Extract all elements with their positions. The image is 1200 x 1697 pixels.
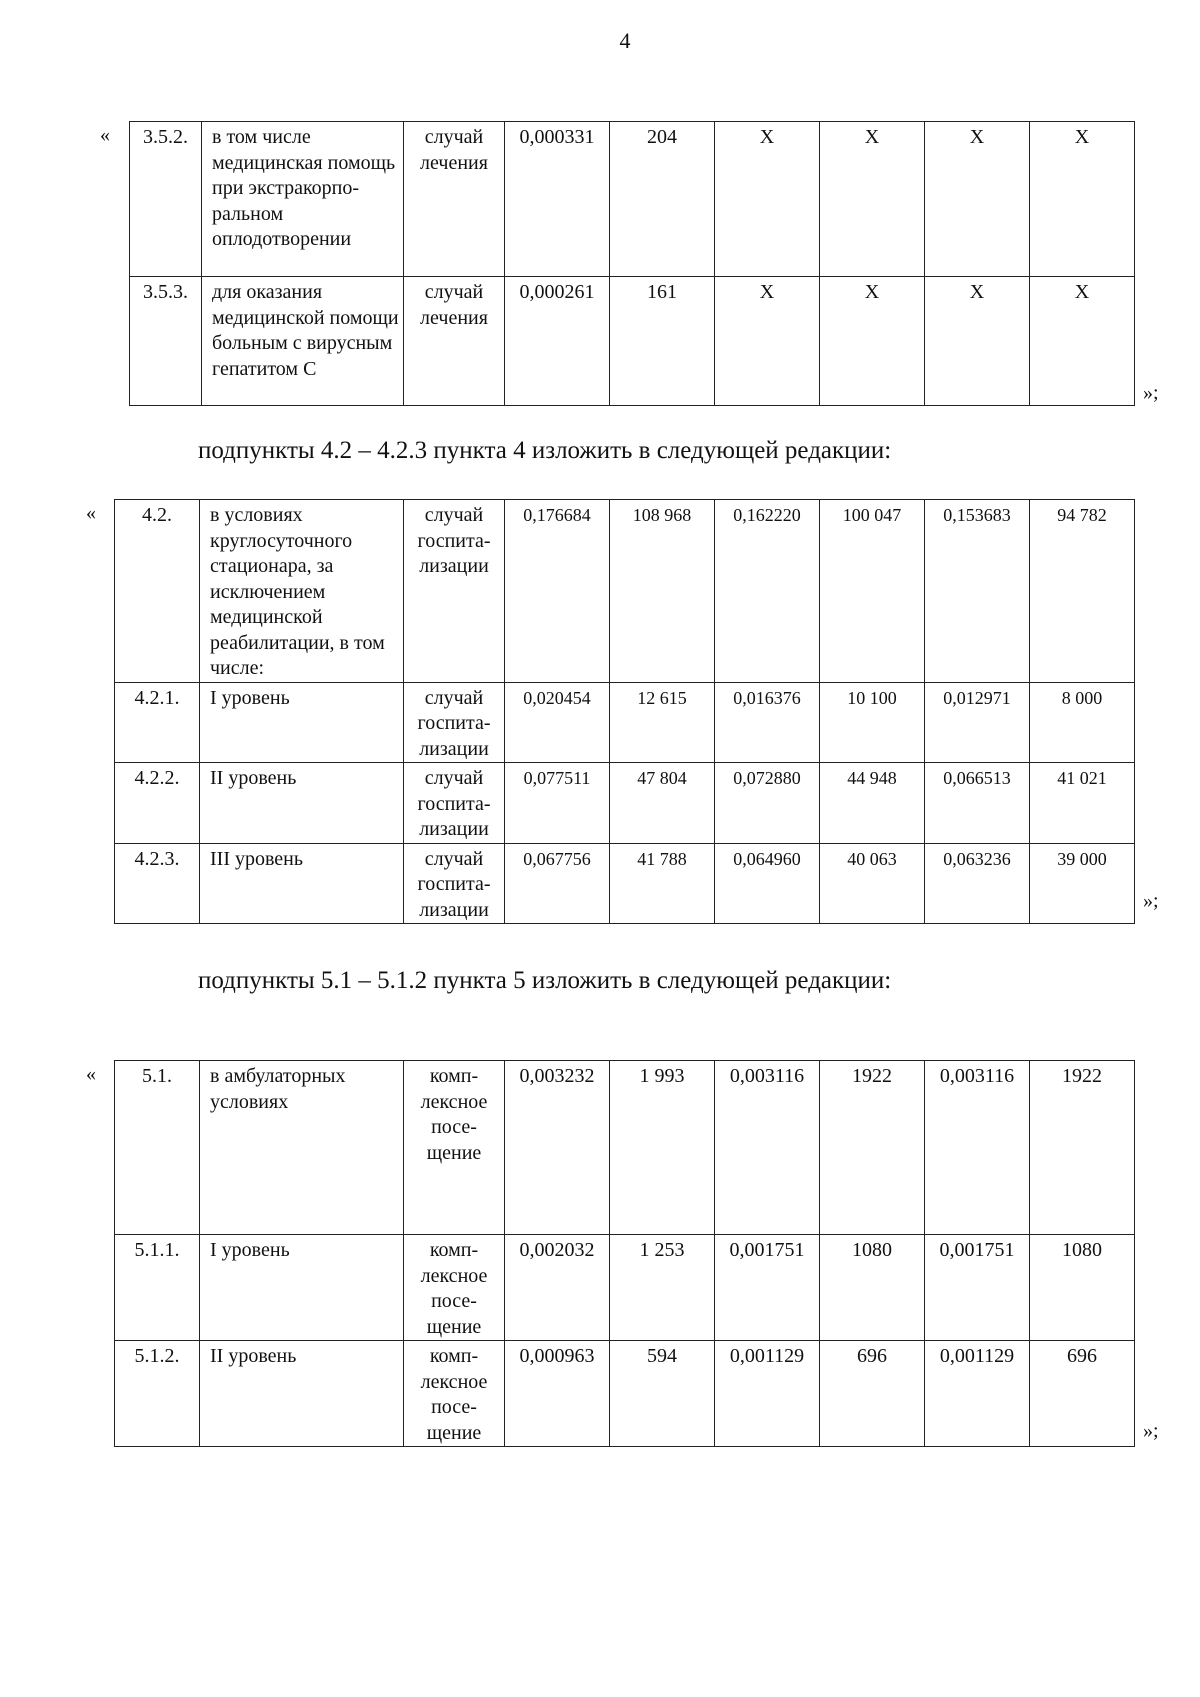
cell-value: 0,003232: [505, 1061, 610, 1235]
row-name: в амбулаторных условиях: [200, 1061, 404, 1235]
row-name: II уровень: [200, 1341, 404, 1447]
row-unit: случай госпита-лизации: [404, 500, 505, 683]
row-code: 4.2.: [115, 500, 200, 683]
row-code: 5.1.1.: [115, 1235, 200, 1341]
opening-quote: «: [86, 502, 96, 524]
cell-value: 1080: [820, 1235, 925, 1341]
table-row: [130, 277, 1135, 406]
cell-value: 0,067756: [505, 843, 610, 924]
cell-value: 1922: [1030, 1061, 1135, 1235]
cell-value: 47 804: [610, 763, 715, 844]
cell-value: 0,001129: [715, 1341, 820, 1447]
table-row: [115, 1061, 1135, 1235]
cell-value: 41 788: [610, 843, 715, 924]
table-row: [115, 1235, 1135, 1341]
cell-value: 0,064960: [715, 843, 820, 924]
cell-value: 696: [820, 1341, 925, 1447]
cell-value: 0,077511: [505, 763, 610, 844]
cell-value: 0,016376: [715, 682, 820, 763]
table-row: [115, 843, 1135, 924]
cell-value: 0,001751: [715, 1235, 820, 1341]
cell-value: Х: [715, 122, 820, 277]
cell-value: 0,153683: [925, 500, 1030, 683]
row-code: 5.1.: [115, 1061, 200, 1235]
table-5-1: [114, 1060, 1135, 1447]
row-code: 4.2.2.: [115, 763, 200, 844]
row-name: II уровень: [200, 763, 404, 844]
closing-quote: »;: [1143, 890, 1159, 912]
closing-quote: »;: [1143, 382, 1159, 404]
row-unit: случай госпита-лизации: [404, 843, 505, 924]
cell-value: 12 615: [610, 682, 715, 763]
closing-quote: »;: [1143, 1420, 1159, 1442]
cell-value: 0,176684: [505, 500, 610, 683]
cell-value: 41 021: [1030, 763, 1135, 844]
cell-value: 1 993: [610, 1061, 715, 1235]
cell-value: 1922: [820, 1061, 925, 1235]
table-row: [115, 763, 1135, 844]
table-row: [130, 122, 1135, 277]
row-name: III уровень: [200, 843, 404, 924]
cell-value: 40 063: [820, 843, 925, 924]
cell-value: 0,162220: [715, 500, 820, 683]
cell-value: 8 000: [1030, 682, 1135, 763]
row-name: I уровень: [200, 682, 404, 763]
row-code: 5.1.2.: [115, 1341, 200, 1447]
cell-value: 594: [610, 1341, 715, 1447]
opening-quote: «: [100, 124, 110, 146]
cell-value: 0,063236: [925, 843, 1030, 924]
cell-value: Х: [1030, 277, 1135, 406]
cell-value: 0,020454: [505, 682, 610, 763]
cell-value: 1 253: [610, 1235, 715, 1341]
cell-value: 161: [610, 277, 715, 406]
opening-quote: «: [86, 1063, 96, 1085]
cell-value: 0,003116: [715, 1061, 820, 1235]
cell-value: 696: [1030, 1341, 1135, 1447]
row-code: 3.5.3.: [130, 277, 202, 406]
cell-value: 0,000261: [505, 277, 610, 406]
table-4-2: [114, 499, 1135, 924]
row-unit: комп-лексное посе-щение: [404, 1341, 505, 1447]
cell-value: 204: [610, 122, 715, 277]
instruction-item-5: подпункты 5.1 – 5.1.2 пункта 5 изложить в следующей редакции:: [198, 967, 892, 994]
table-row: [115, 682, 1135, 763]
cell-value: 0,000331: [505, 122, 610, 277]
row-code: 3.5.2.: [130, 122, 202, 277]
row-unit: случай госпита-лизации: [404, 763, 505, 844]
cell-value: 0,002032: [505, 1235, 610, 1341]
cell-value: 44 948: [820, 763, 925, 844]
cell-value: 0,066513: [925, 763, 1030, 844]
cell-value: 0,072880: [715, 763, 820, 844]
cell-value: Х: [925, 277, 1030, 406]
row-code: 4.2.3.: [115, 843, 200, 924]
row-name: для оказания медицинской помощи больным с вирусным гепатитом С: [202, 277, 404, 406]
cell-value: 0,012971: [925, 682, 1030, 763]
page-number: 4: [619, 28, 631, 53]
row-name: в том числе медицинская помощь при экстракорпо-ральном оплодотворении: [202, 122, 404, 277]
row-unit: комп-лексное посе-щение: [404, 1061, 505, 1235]
row-unit: случай госпита-лизации: [404, 682, 505, 763]
cell-value: 0,000963: [505, 1341, 610, 1447]
row-unit: комп-лексное посе-щение: [404, 1235, 505, 1341]
row-code: 4.2.1.: [115, 682, 200, 763]
cell-value: 10 100: [820, 682, 925, 763]
cell-value: 108 968: [610, 500, 715, 683]
cell-value: 0,001751: [925, 1235, 1030, 1341]
row-name: в условиях круглосуточного стационара, за исключением медицинской реабилитации, в том числе:: [200, 500, 404, 683]
table-3-5: [129, 121, 1135, 406]
cell-value: 0,001129: [925, 1341, 1030, 1447]
cell-value: 94 782: [1030, 500, 1135, 683]
cell-value: 39 000: [1030, 843, 1135, 924]
cell-value: Х: [820, 277, 925, 406]
cell-value: 1080: [1030, 1235, 1135, 1341]
cell-value: Х: [1030, 122, 1135, 277]
cell-value: Х: [715, 277, 820, 406]
table-row: [115, 1341, 1135, 1447]
row-name: I уровень: [200, 1235, 404, 1341]
cell-value: 100 047: [820, 500, 925, 683]
instruction-item-4: подпункты 4.2 – 4.2.3 пункта 4 изложить в следующей редакции:: [198, 437, 892, 464]
table-row: [115, 500, 1135, 683]
row-unit: случай лечения: [404, 122, 505, 277]
cell-value: Х: [925, 122, 1030, 277]
cell-value: Х: [820, 122, 925, 277]
row-unit: случай лечения: [404, 277, 505, 406]
cell-value: 0,003116: [925, 1061, 1030, 1235]
